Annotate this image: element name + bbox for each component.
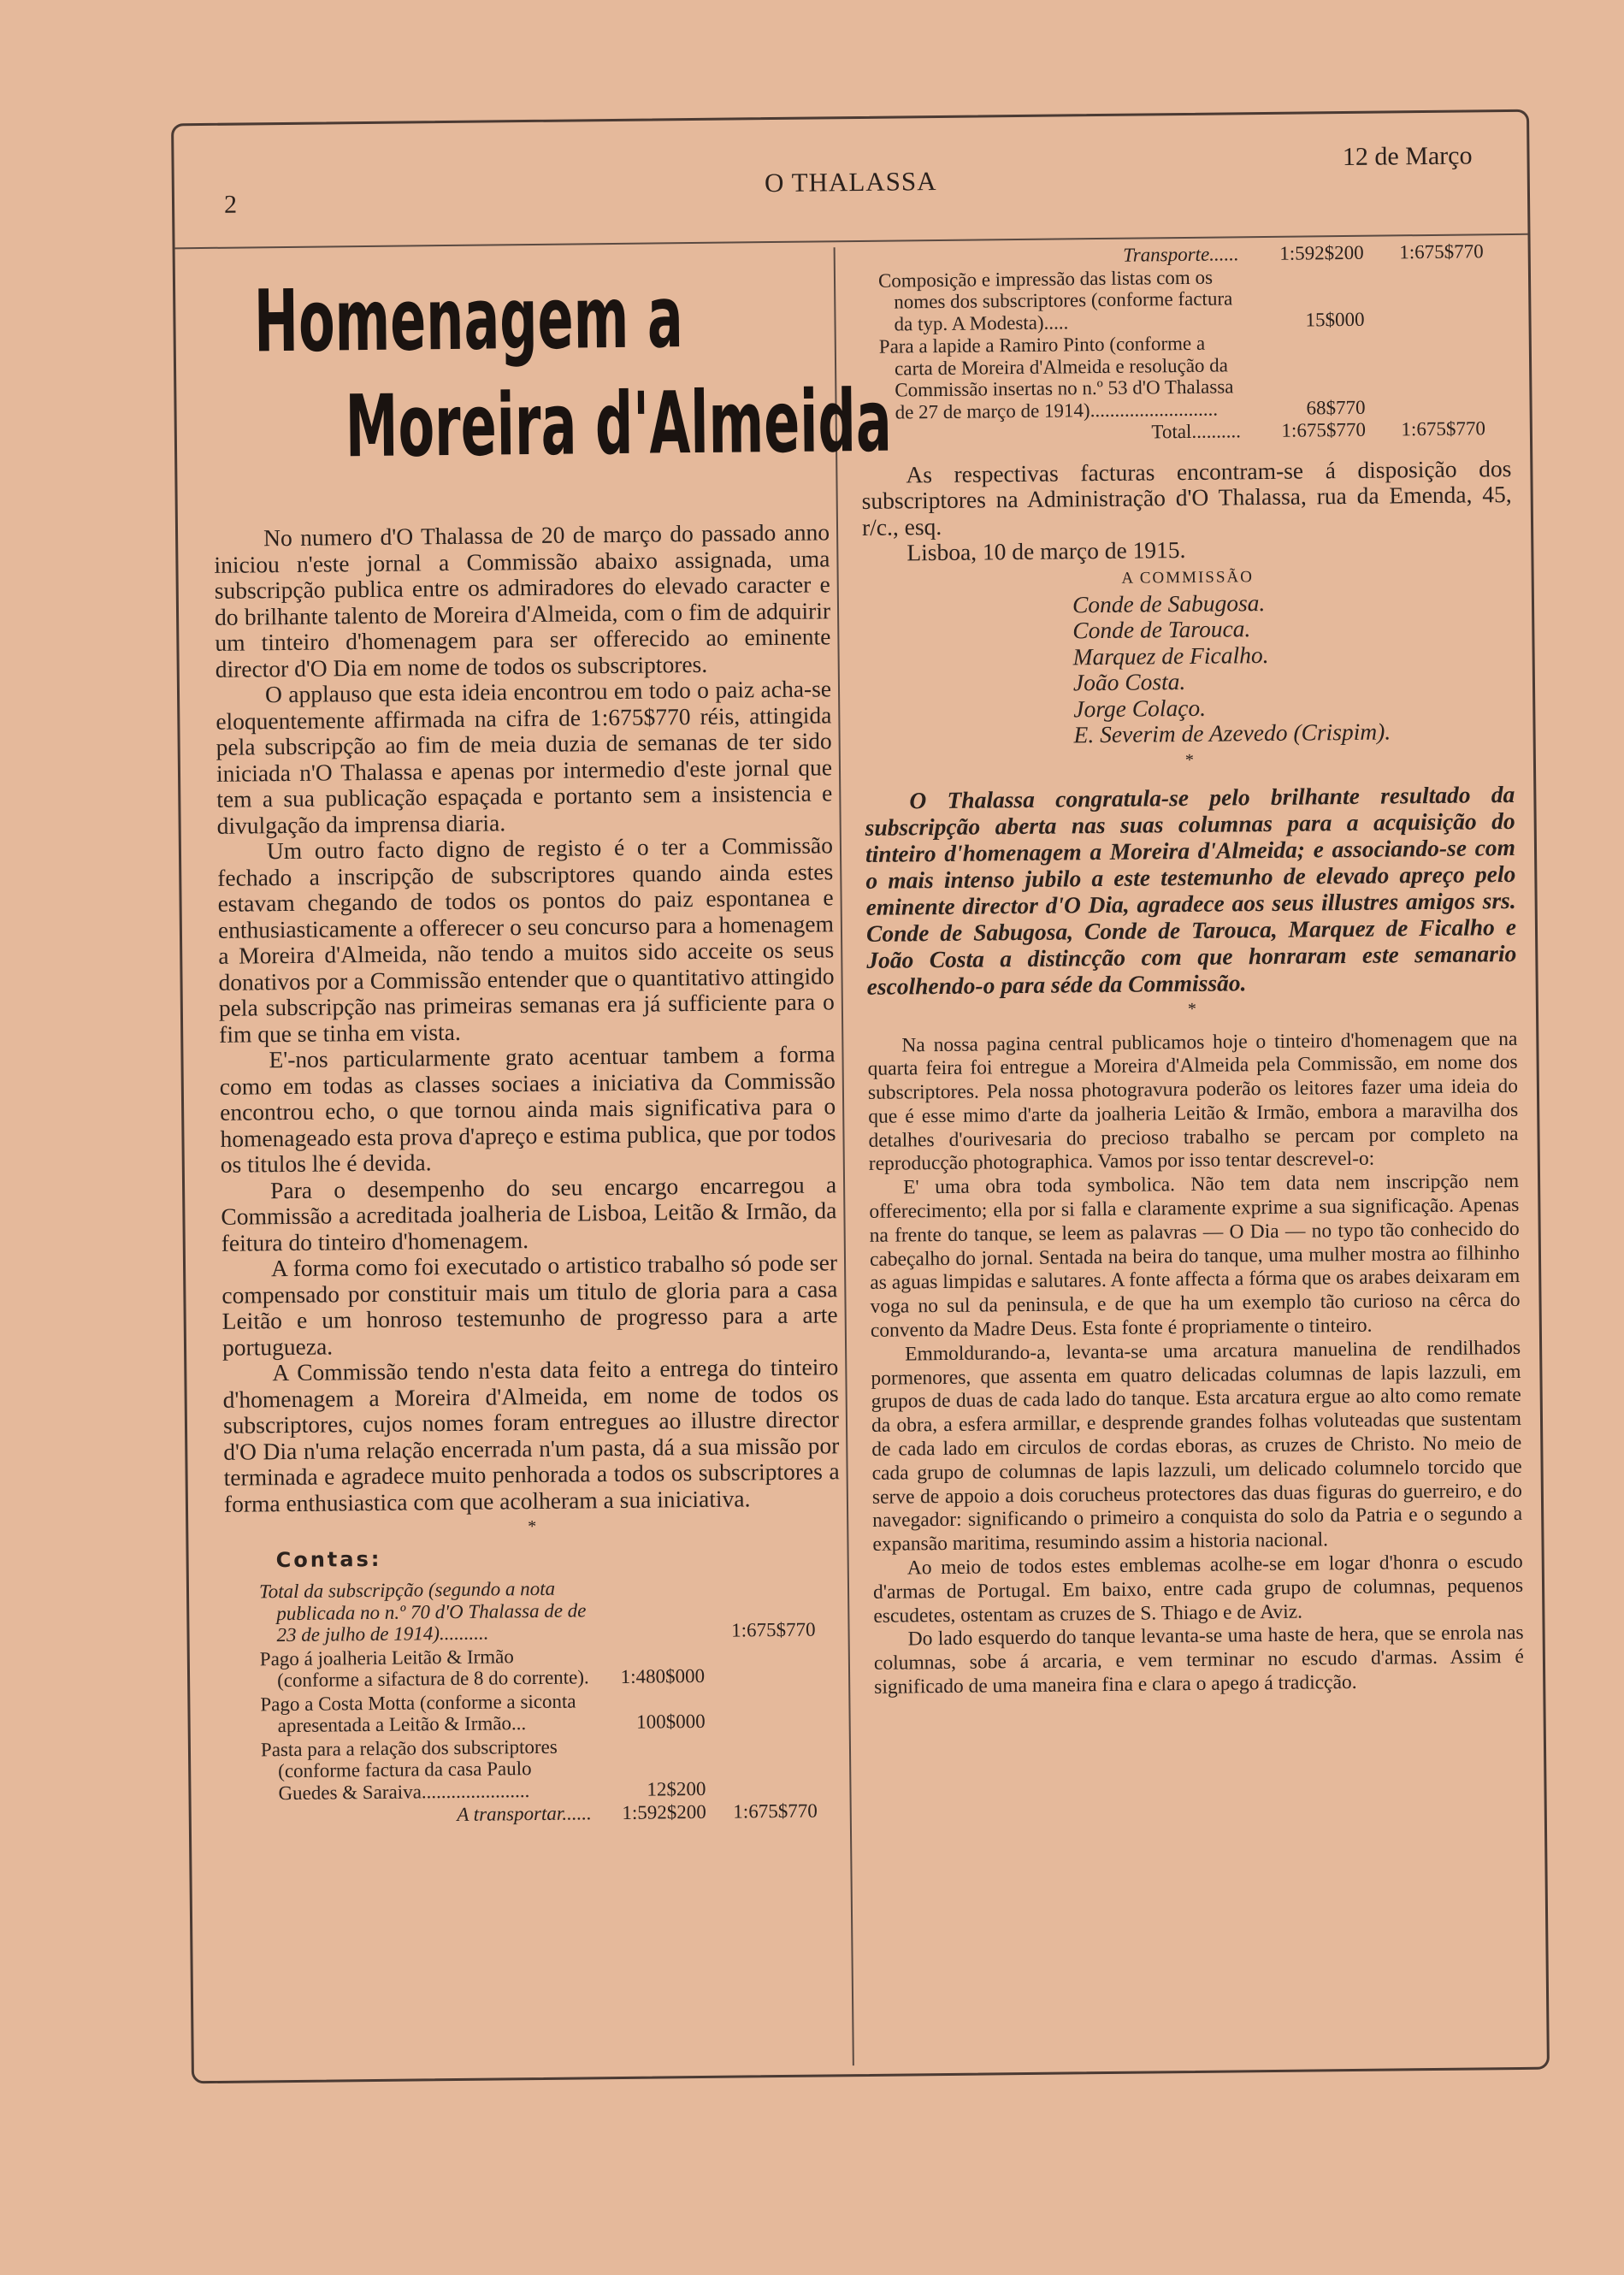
section-separator: * <box>1184 750 1195 770</box>
accounts-heading: Contas: <box>275 1546 382 1573</box>
description-paragraph: Ao meio de todos estes emblemas acolhe-se em logar d'honra o escudo d'armas de Portugal. Em baixo, entre cada grupo de columnas, pequenos escudetes, ostentam as cruzes de S. Thiago e de Aviz. <box>872 1550 1524 1628</box>
accounts-row <box>227 1799 843 1828</box>
signature: Jorge Colaço. <box>1073 694 1207 722</box>
article-paragraph: Para o desempenho do seu encargo encarregou a Commissão a acreditada joalheria de Lisboa, Leitão & Irmão, da feitura do tinteiro d'homenagem. <box>221 1170 837 1256</box>
headline <box>211 263 893 481</box>
accounts-total <box>705 1686 816 1687</box>
accounts-desc: Total da subscripção (segundo a nota publicada no n.º 70 d'O Thalassa de de 23 de julho de 1914).......... <box>258 1577 587 1646</box>
accounts-value: 12$200 <box>647 1777 706 1800</box>
accounts-desc: Total.......... <box>1151 420 1242 443</box>
accounts-desc: Pago a Costa Motta (conforme a siconta apresentada a Leitão & Irmão... <box>260 1690 576 1737</box>
article-paragraph: A Commissão tendo n'esta data feito a entrega do tinteiro d'homenagem a Moreira d'Almeida, em nome de todos os subscriptores, cujos nomes foram entregues ao illustre director d'O Dia n'uma relação encerrada n'um pasta, dá a sua missão por terminada e agradece muito penhorada a todos os subscriptores a forma enthusiastica com que acolheram a sua iniciativa. <box>222 1353 840 1517</box>
headline-line-1: Homenagem a <box>253 267 684 372</box>
accounts-value: 1:592$200 <box>1279 241 1364 264</box>
page-number: 2 <box>223 190 238 219</box>
accounts-desc: Composição e impressão das listas com os nomes dos subscriptores (conforme factura da typ. A Modesta)..... <box>877 266 1233 335</box>
accounts-total: 1:675$770 <box>1401 417 1485 440</box>
accounts-row <box>860 329 1511 423</box>
signature: Conde de Tarouca. <box>1072 615 1251 644</box>
signature: Marquez de Ficalho. <box>1072 641 1269 670</box>
issue-date: 12 de Março <box>1342 141 1473 172</box>
accounts-value: 15$000 <box>1305 308 1365 330</box>
description-paragraph: E' uma obra toda symbolica. Não tem data nem inscripção nem offerecimento; ella por si falla e claramente exprime a sua significação. Apenas na frente do tanque, se leem as palavras — O Dia — no typo tão conhecido do cabeçalho do jornal. Sentada na beira do tanque, uma mulher mostra ao filhinho as aguas limpidas e salutares. A fonte affecta a fórma que os arabes deixaram em voga no sul da peninsula, e de que ha um exemplo tão curioso na cêrca do convento da Madre Deus. Esta fonte é propriamente o tinteiro. <box>869 1170 1521 1342</box>
left-column <box>211 247 893 1829</box>
headline-line-2: Moreira d'Almeida <box>345 370 893 477</box>
editorial-note: O Thalassa congratula-se pelo brilhante resultado da subscripção aberta nas suas columnas para a acquisição do tinteiro d'homenagem a Moreira d'Almeida; e associando-se com o mais intenso jubilo a este testemunho de elevado apreço pelo eminente director d'O Dia, agradece aos seus illustres amigos srs. Conde de Sabugosa, Conde de Tarouca, Marquez de Ficalho e João Costa a distincção com que honraram este semanario escolhendo-o para séde da Commissão. <box>865 780 1517 1000</box>
accounts-total: 1:675$770 <box>1399 240 1484 263</box>
accounts-value: 1:480$000 <box>620 1664 706 1687</box>
accounts-table <box>225 1575 843 1828</box>
accounts-value: 100$000 <box>636 1710 706 1733</box>
signature: E. Severim de Azevedo (Crispim). <box>1073 718 1391 748</box>
accounts-continued-table <box>859 240 1511 446</box>
accounts-desc: Pago á joalheria Leitão & Irmão (conforme a sifactura de 8 do corrente). <box>259 1645 589 1692</box>
signature: João Costa. <box>1072 667 1186 696</box>
accounts-row <box>859 263 1510 335</box>
accounts-total <box>706 1731 817 1732</box>
article-paragraph: E'-nos particularmente grato acentuar tambem a forma como em todas as classes sociaes a iniciativa da Commissão encontrou echo, o que tornou ainda mais significativa para o homenageado esta prova d'apreço e estima publica, que por todos os titulos lhe é devida. <box>219 1040 836 1178</box>
accounts-desc: Transporte...... <box>1123 243 1239 266</box>
description-paragraph: Do lado esquerdo do tanque levanta-se uma haste de hera, que se enrola nas columnas, sobe á arcaria, e vem terminar no escudo d'armas. Assim é significado de uma maneira fina e clara o apego á tradicção. <box>873 1622 1525 1699</box>
accounts-total: 1:675$770 <box>733 1799 818 1823</box>
article-paragraph: A forma como foi executado o artistico trabalho só pode ser compensado por constituir mais um titulo de gloria para a casa Leitão e um honroso testemunho de progresso para a arte portugueza. <box>221 1249 838 1361</box>
accounts-total: 1:675$770 <box>731 1618 816 1641</box>
article-paragraph: Um outro facto digno de registo é o ter a Commissão fechado a inscripção de subscriptores quando ainda estes estavam chegando de todos os pontos do paiz espontanea e enthusiasticamente a offerecer o seu concurso para a homenagem a Moreira d'Almeida, não tendo a muitos sido acceite os seus donativos por a Commissão entender que o quantitativo attingido pela subscripção nas primeiras semanas era já sufficiente para o fim que se tinha em vista. <box>217 831 835 1048</box>
notice-paragraph: As respectivas facturas encontram-se á disposição dos subscriptores na Administração d'O Thalassa, rua da Emenda, 45, r/c., esq. <box>861 454 1512 541</box>
commission-heading: A COMMISSÃO <box>1121 567 1255 588</box>
accounts-row <box>226 1642 842 1693</box>
page-header <box>174 112 1527 250</box>
headline-block <box>211 263 893 526</box>
accounts-desc: Pasta para a relação dos subscriptores (conforme factura da casa Paulo Guedes & Saraiva...................... <box>260 1735 558 1804</box>
accounts-row <box>227 1733 843 1805</box>
newspaper-page <box>171 109 1550 2084</box>
newspaper-title: O THALASSA <box>764 166 937 198</box>
accounts-desc: A transportar...... <box>457 1802 592 1825</box>
signature: Conde de Sabugosa. <box>1072 588 1266 618</box>
place-date-line: Lisboa, 10 de março de 1915. <box>906 535 1186 566</box>
description-paragraph: Na nossa pagina central publicamos hoje o tinteiro d'homenagem que na quarta feira foi entregue a Moreira d'Almeida pela Commissão, em nome dos subscriptores. Pela nossa photogravura poderão os leitores fazer uma ideia do que é esse mimo d'arte da joalheria Leitão & Irmão, embora a maravilha dos detalhes d'ourivesaria do precioso trabalho se percam por completo na reproducção photographica. Vamos por isso tentar descrevel-o: <box>867 1027 1519 1176</box>
accounts-value: 1:675$770 <box>1281 418 1366 441</box>
accounts-value: 68$770 <box>1306 396 1366 418</box>
right-column <box>859 240 1525 1700</box>
section-separator: * <box>1187 999 1197 1019</box>
article-paragraph: No numero d'O Thalassa de 20 de março do passado anno iniciou n'este jornal a Commissão abaixo assignada, uma subscripção publica entre os admiradores do elevado caracter e do brilhante talento de Moreira d'Almeida, com o fim de adquirir um tinteiro d'homenagem para ser offerecido ao eminente director d'O Dia em nome de todos os subscriptores. <box>214 518 831 682</box>
accounts-row <box>225 1575 842 1646</box>
description-paragraph: Emmoldurando-a, levanta-se uma arcatura manuelina de rendilhados pormenores, que assenta em quatro delicadas columnas de lapis lazzuli, em grupos de duas de cada lado do tanque. Esta arcatura ergue ao alto como remate da obra, a esfera armillar, e desprende grandes folhas voluteadas que sustentam de cada lado em circulos de cordas eboras, as cruzes de Christo. No meio de cada grupo de columnas de lapis lazzuli, um delicado columnelo torcido que serve de appoio a dois corucheus protectores das duas figuras do guerreiro, e do navegador: significando o primeiro a conquista do solo da Patria e o segundo a expansão maritima, resumindo assim a historia nacional. <box>871 1336 1523 1557</box>
accounts-value: 1:592$200 <box>622 1800 706 1823</box>
accounts-row <box>226 1687 842 1738</box>
section-separator: * <box>528 1516 537 1537</box>
accounts-desc: Para a lapide a Ramiro Pinto (conforme a carta de Moreira d'Almeida e resolução da Commissão insertas no n.º 53 d'O Thalassa de 27 de março de 1914).......................... <box>878 332 1234 423</box>
accounts-value <box>593 1641 705 1642</box>
article-paragraph: O applauso que esta ideia encontrou em todo o paiz acha-se eloquentemente affirmada na cifra de 1:675$770 réis, attingida pela subscripção ao fim de meia duzia de semanas de ter sido iniciada n'O Thalassa e apenas por intermedio d'este jornal que tem a sua publicação espaçada e portanto sem a insistencia e divulgação da imprensa diaria. <box>216 675 833 839</box>
